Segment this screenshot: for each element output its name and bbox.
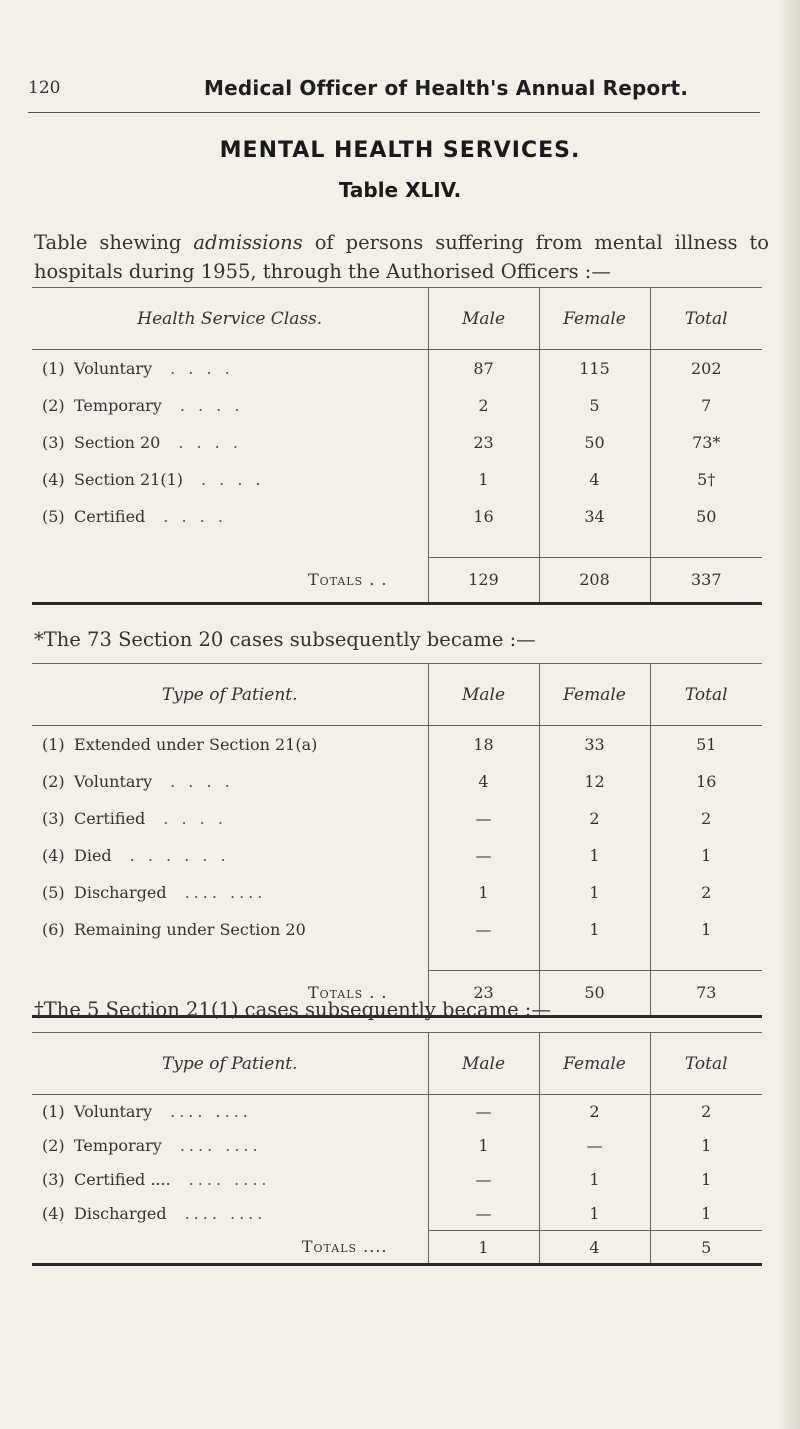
cell-total: 1 [650,911,762,948]
dot-leader: . . . . [163,506,227,526]
total-male: 129 [428,557,539,603]
spacer-row [32,948,762,971]
table-row [32,800,762,837]
cell-total: 51 [650,726,762,763]
totals-label: Totals . . [32,557,428,603]
cell-female: 1 [539,837,650,874]
table-row [32,387,762,424]
row-label: Certified .... [74,1170,171,1189]
cell-total: 16 [650,763,762,800]
total-female: 208 [539,557,650,603]
table-caption: Table shewing admissions of persons suffering from mental illness to hospitals during 1955, through the Authorised Officers :— [34,230,769,283]
cell-total: 2 [650,800,762,837]
cell-male: 1 [428,1129,539,1163]
caption-emphasis: admissions [193,230,303,254]
cell-male: 4 [428,763,539,800]
column-header-type: Type of Patient. [32,664,428,726]
cell-male: 1 [428,461,539,498]
cell-total: 1 [650,1197,762,1231]
totals-label: Totals . . [32,970,428,1016]
section-20-outcomes-table [32,663,762,1018]
table-row [32,874,762,911]
table-number: Table XLIV. [338,178,462,202]
row-index: (4) [42,469,65,489]
page-edge-shadow [778,0,800,1429]
dot-leader: . . . . [179,395,244,415]
header-rule [28,112,760,113]
cell-male: 23 [428,424,539,461]
cell-total: 2 [650,874,762,911]
cell-female: 115 [539,350,650,387]
row-label: Section 21(1) [74,469,183,489]
column-header-female: Female [539,1033,650,1095]
row-index: (3) [42,432,65,452]
dot-leader: .... .... [170,1102,252,1122]
row-label: Voluntary [74,1102,153,1122]
table-row [32,350,762,387]
row-index: (5) [42,882,65,902]
cell-male: — [428,1197,539,1231]
cell-total: 1 [650,837,762,874]
totals-label: Totals .... [32,1231,428,1265]
total-female: 50 [539,970,650,1016]
table-row [32,1163,762,1197]
column-header-male: Male [428,664,539,726]
cell-male: 1 [428,874,539,911]
row-label: Certified [74,808,146,828]
cell-male: — [428,911,539,948]
cell-male: 87 [428,350,539,387]
column-header-total: Total [650,664,762,726]
cell-female: 2 [539,800,650,837]
row-index: (3) [42,1170,65,1189]
total-female: 4 [539,1231,650,1265]
row-index: (6) [42,919,65,939]
row-index: (4) [42,845,65,865]
row-label: Temporary [74,395,162,415]
footnote-section-20: *The 73 Section 20 cases subsequently became :— [34,628,536,651]
dot-leader: .... .... [184,1204,267,1223]
column-header-class: Health Service Class. [32,288,428,350]
cell-total: 1 [650,1129,762,1163]
dot-leader: .... .... [184,882,267,902]
cell-female: 1 [539,1197,650,1231]
column-header-total: Total [650,288,762,350]
cell-total: 2 [650,1095,762,1129]
dot-leader: . . . . [170,771,234,791]
spacer-row [32,535,762,558]
table-row [32,726,762,763]
row-label: Discharged [74,1204,167,1223]
column-header-female: Female [539,664,650,726]
row-label: Discharged [74,882,167,902]
row-index: (1) [42,358,65,378]
row-index: (2) [42,1136,65,1155]
cell-female: 34 [539,498,650,535]
row-index: (2) [42,395,65,415]
cell-total: 50 [650,498,762,535]
cell-total: 7 [650,387,762,424]
row-label: Died [74,845,112,865]
table-header-row [32,288,762,350]
cell-female: 1 [539,874,650,911]
cell-female: 1 [539,911,650,948]
page-number: 120 [28,78,61,98]
admissions-table [32,287,762,605]
table-row [32,424,762,461]
dot-leader: . . . . . . [129,845,230,865]
report-title: Medical Officer of Health's Annual Report. [204,76,689,100]
row-label: Extended under Section 21(a) [74,734,318,754]
table-row [32,461,762,498]
row-label: Voluntary [74,358,153,378]
cell-female: 1 [539,1163,650,1197]
row-index: (3) [42,808,65,828]
cell-total: 5† [650,461,762,498]
totals-row [32,557,762,603]
row-index: (4) [42,1204,65,1223]
cell-female: 4 [539,461,650,498]
table-header-row [32,1033,762,1095]
row-label: Voluntary [74,771,153,791]
row-index: (1) [42,734,65,754]
cell-male: — [428,800,539,837]
column-header-male: Male [428,288,539,350]
row-index: (5) [42,506,65,526]
total-total: 73 [650,970,762,1016]
cell-female: 33 [539,726,650,763]
table-row [32,1095,762,1129]
cell-female: — [539,1129,650,1163]
dot-leader: . . . . [200,469,265,489]
row-label: Temporary [74,1136,162,1155]
cell-male: — [428,1163,539,1197]
table-row [32,1197,762,1231]
table-row [32,763,762,800]
cell-female: 50 [539,424,650,461]
dot-leader: . . . . [178,432,242,452]
totals-row [32,1231,762,1265]
table-row [32,498,762,535]
total-male: 1 [428,1231,539,1265]
dot-leader: . . . . [163,808,227,828]
row-index: (1) [42,1102,65,1122]
total-total: 337 [650,557,762,603]
section-21-outcomes-table [32,1032,762,1266]
footnote-section-21: †The 5 Section 21(1) cases subsequently became :— [34,998,551,1021]
total-male: 23 [428,970,539,1016]
table-row [32,1129,762,1163]
section-title: MENTAL HEALTH SERVICES. [219,138,581,163]
cell-female: 12 [539,763,650,800]
row-label: Section 20 [74,432,161,452]
cell-female: 5 [539,387,650,424]
cell-male: — [428,837,539,874]
table-row [32,837,762,874]
dot-leader: .... .... [188,1170,271,1189]
cell-total: 1 [650,1163,762,1197]
cell-male: — [428,1095,539,1129]
table-row [32,911,762,948]
row-label: Remaining under Section 20 [74,919,306,939]
cell-total: 202 [650,350,762,387]
dot-leader: . . . . [170,358,234,378]
cell-male: 18 [428,726,539,763]
total-total: 5 [650,1231,762,1265]
column-header-total: Total [650,1033,762,1095]
row-label: Certified [74,506,146,526]
cell-male: 2 [428,387,539,424]
dot-leader: .... .... [179,1136,262,1155]
column-header-male: Male [428,1033,539,1095]
row-index: (2) [42,771,65,791]
column-header-female: Female [539,288,650,350]
cell-female: 2 [539,1095,650,1129]
column-header-type: Type of Patient. [32,1033,428,1095]
cell-total: 73* [650,424,762,461]
running-head [28,78,758,104]
cell-male: 16 [428,498,539,535]
table-header-row [32,664,762,726]
